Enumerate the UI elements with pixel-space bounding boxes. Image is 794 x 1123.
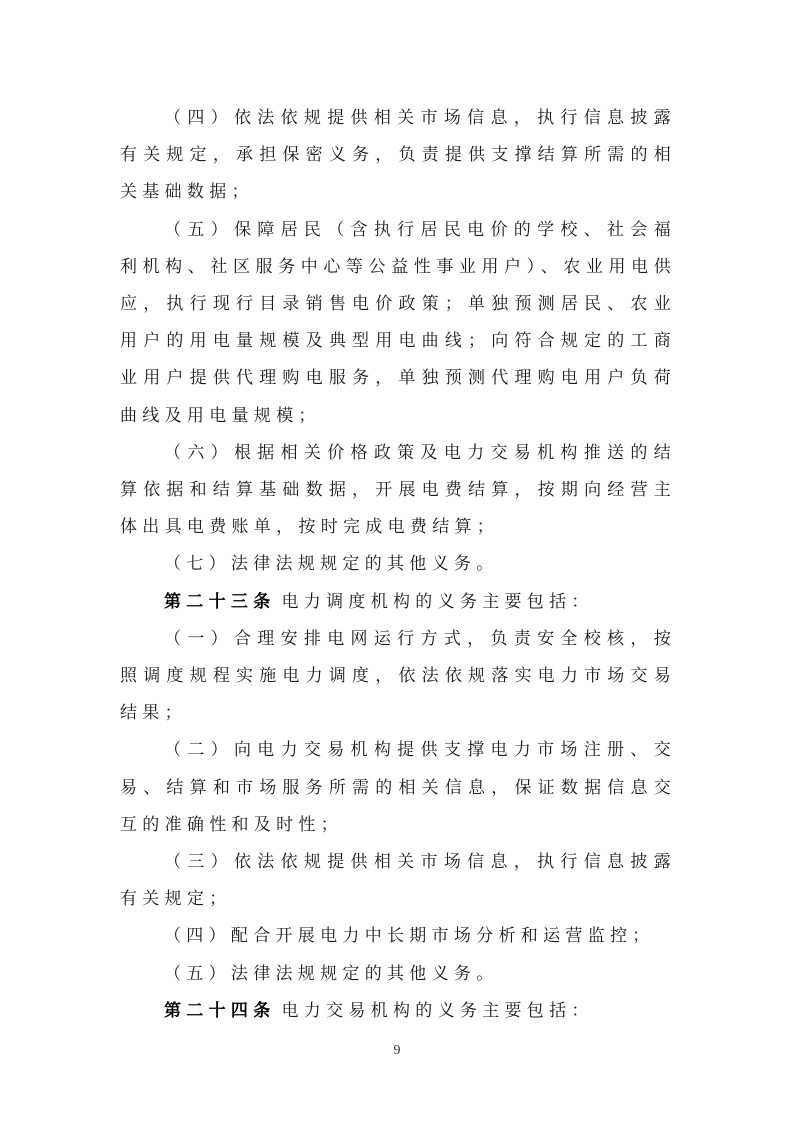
document-page [120, 100, 676, 1030]
page-number: 9 [393, 1043, 401, 1058]
paragraph-item-5-residential-supply: （五）保障居民（含执行居民电价的学校、社会福利机构、社区服务中心等公益性事业用户）、农业用电供应，执行现行目录销售电价政策；单独预测居民、农业用户的用电量规模及典型用电曲线；向符合规定的工商业用户提供代理购电服务，单独预测代理购电用户负荷曲线及用电量规模； [120, 219, 676, 426]
paragraph-item-4-market-analysis: （四）配合开展电力中长期市场分析和运营监控； [164, 926, 655, 947]
article-23 [120, 584, 676, 621]
paragraph-item-1-grid-dispatch: （一）合理安排电网运行方式，负责安全校核，按照调度规程实施电力调度，依法依规落实电力市场交易结果； [120, 628, 676, 724]
article-23-text: 电力调度机构的义务主要包括： [281, 591, 594, 612]
article-24-text: 电力交易机构的义务主要包括： [281, 1000, 594, 1021]
paragraph-item-4-info-disclosure: （四）依法依规提供相关市场信息，执行信息披露有关规定，承担保密义务，负责提供支撑结算所需的相关基础数据； [120, 108, 676, 203]
paragraph-item-3-info-disclosure: （三）依法依规提供相关市场信息，执行信息披露有关规定； [120, 852, 676, 910]
paragraph-item-7-other-obligations: （七）法律法规规定的其他义务。 [164, 554, 499, 575]
paragraph-item-5-other-obligations: （五）法律法规规定的其他义务。 [164, 963, 499, 984]
paragraph-item-2-provide-info: （二）向电力交易机构提供支撑电力市场注册、交易、结算和市场服务所需的相关信息，保证数据信息交互的准确性和及时性； [120, 740, 676, 835]
article-24 [120, 993, 676, 1030]
article-24-heading: 第二十四条 [164, 1000, 276, 1021]
article-23-heading: 第二十三条 [164, 591, 276, 612]
paragraph-item-6-settlement: （六）根据相关价格政策及电力交易机构推送的结算依据和结算基础数据，开展电费结算，按期向经营主体出具电费账单，按时完成电费结算； [120, 442, 676, 538]
